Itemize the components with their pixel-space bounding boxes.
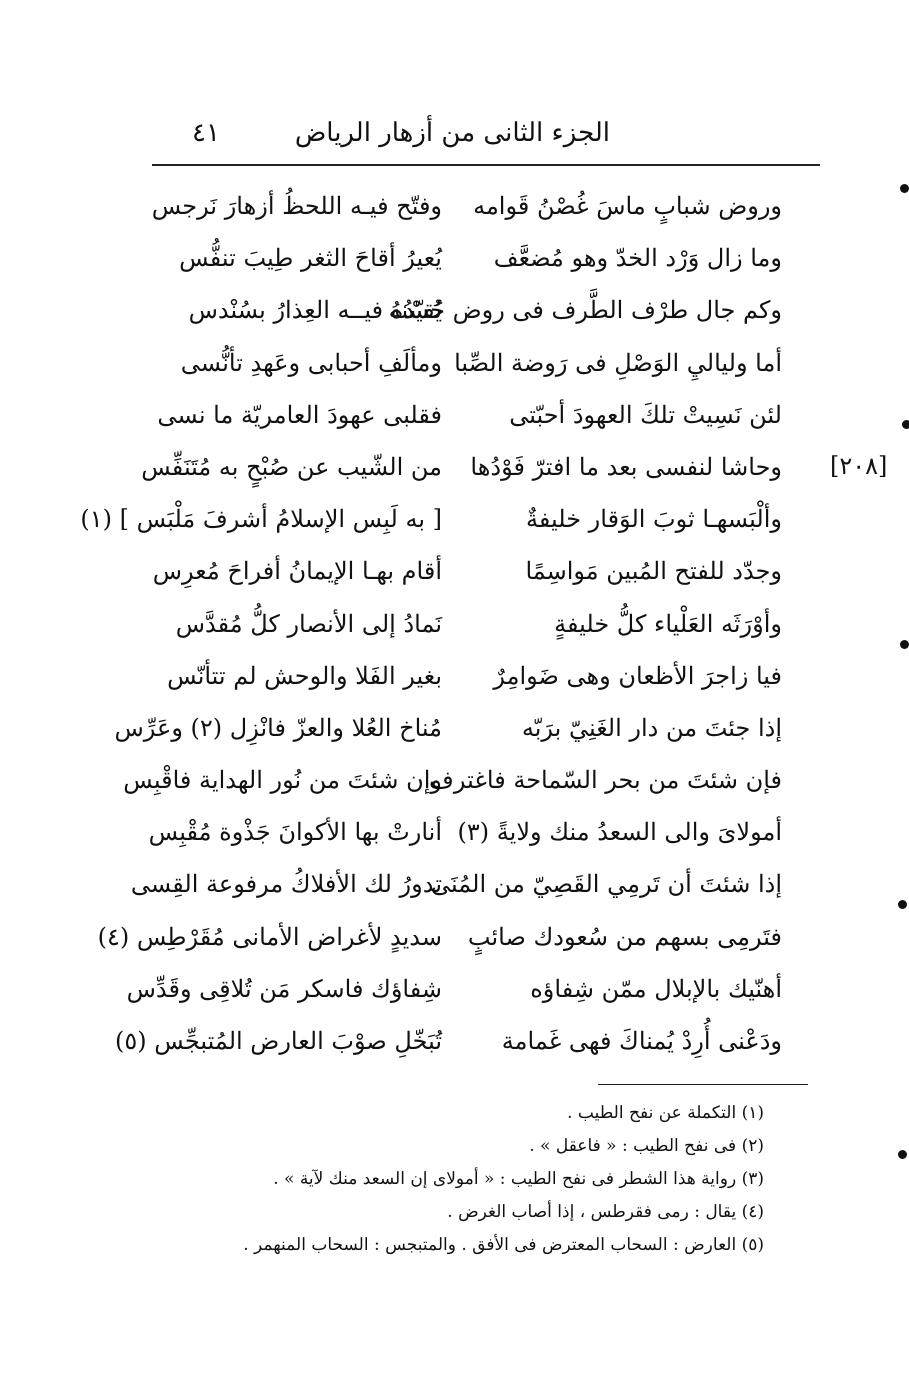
verse-line [150,604,800,656]
verse-first-hemistich: وجدّد للفتح المُبين مَواسِمًا [525,557,782,586]
page-number: ٤١ [192,118,220,148]
verse-line [150,343,800,395]
running-header [152,112,820,166]
verse-first-hemistich: فيا زاجرَ الأظعان وهى ضَوامِرٌ [493,661,782,690]
verse-first-hemistich: ودَعْنى أُرِدْ يُمناكَ فهى غَمامة [501,1027,782,1055]
verse-first-hemistich: إذا شئتَ أن تَرمِي القَصِيّ من المُنَى [431,870,782,899]
verse-second-hemistich: يُعيرُ أقاحَ الثغر طِيبَ تنفُّس [179,244,442,273]
margin-dot [898,900,907,909]
running-title: الجزء الثانى من أزهار الرياض [294,118,610,148]
verse-second-hemistich: [ به لَبِس الإسلامُ أشرفَ مَلْبَس ] (١) [80,505,442,534]
verse-first-hemistich: وأوْرَثَه العَلْياء كلُّ خليفةٍ [554,609,782,638]
verse-line [97,917,800,969]
verse-line [141,447,800,499]
margin-dot [898,1150,907,1159]
verse-first-hemistich: فإن شئتَ من بحر السّماحة فاغترف [429,766,782,795]
verse-second-hemistich: يُقيّدُهُ فيــه العِذارُ بسُنْدس [188,296,442,325]
verse-first-hemistich: أما ولياليِ الوَصْلِ فى رَوضة الصِّبا [454,348,782,377]
verse-second-hemistich: ومألَفِ أحبابى وعَهدِ تأنُّسى [180,348,442,377]
verse-line [123,760,800,812]
footnote-rule [598,1084,808,1085]
verse-second-hemistich: نَمادُ إلى الأنصار كلُّ مُقدَّس [175,609,442,638]
verse-line [126,969,800,1021]
footnote: (٤) يقال : رمى فقرطس ، إذا أصاب الغرض . [447,1202,764,1222]
footnotes [144,1103,764,1268]
footnote: (٥) العارض : السحاب المعترض فى الأفق . والمتبجس : السحاب المنهمر . [243,1235,764,1255]
verse-line [150,238,800,290]
original-page-marker: [٢٠٨] [830,452,888,480]
verse-first-hemistich: أمولاىَ والى السعدُ منك ولايةً (٣) [457,818,782,847]
verse-first-hemistich: وكم جال طرْف الطَّرف فى روض حُسْنه [388,296,782,325]
verse-first-hemistich: وما زال وَرْد الخدّ وهو مُضعَّف [493,244,782,273]
verse-first-hemistich: وحاشا لنفسى بعد ما افترّ فَوْدُها [470,452,782,481]
verse-line [150,395,800,447]
verse-second-hemistich: سديدٍ لأغراض الأمانى مُقَرْطِس (٤) [97,922,442,951]
verse-second-hemistich: أقام بهـا الإيمانُ أفراحَ مُعرِس [152,557,442,586]
verse-line [130,864,800,916]
verse-second-hemistich: تُبَخّلِ صوْبَ العارض المُتبجِّس (٥) [114,1027,442,1055]
verse-line [114,708,800,760]
verse-line [150,551,800,603]
footnote: (١) التكملة عن نفح الطيب . [567,1103,764,1123]
poem-body [80,186,800,1073]
footnote: (٣) رواية هذا الشطر فى نفح الطيب : « أمولاى إن السعد منك لآية » . [273,1169,764,1189]
verse-second-hemistich: وإن شئتَ من نُور الهداية فاقْبِس [123,766,442,795]
verse-second-hemistich: شِفاؤك فاسكر مَن تُلاقِى وقَدِّس [126,974,442,1003]
verse-line [150,812,800,864]
verse-line [150,290,800,342]
margin-dot [902,420,909,429]
verse-first-hemistich: أهنّيك بالإبلال ممّن شِفاؤه [530,974,782,1003]
verse-second-hemistich: مُناخ العُلا والعزّ فانْزِل (٢) وعَرِّس [114,713,442,742]
verse-first-hemistich: فتَرمِى بسهم من سُعودك صائبٍ [467,922,782,951]
verse-first-hemistich: وألْبَسهـا ثوبَ الوَقار خليفةٌ [526,505,782,534]
verse-first-hemistich: لئن نَسِيتْ تلكَ العهودَ أحبّتى [509,400,782,429]
verse-first-hemistich: وروض شبابٍ ماسَ غُصْنُ قَوامه [473,192,782,220]
verse-second-hemistich: بغير الفَلا والوحش لم تتأنّس [167,661,442,690]
verse-second-hemistich: من الشّيب عن صُبْحٍ به مُتَنَفِّس [141,452,442,481]
footnote: (٢) فى نفح الطيب : « فاعقل » . [529,1136,764,1156]
verse-second-hemistich: وفتّح فيـه اللحظُ أزهارَ نَرجس [151,192,442,220]
verse-line [80,499,800,551]
verse-second-hemistich: فقلبى عهودَ العامريّة ما نسى [157,400,442,429]
verse-second-hemistich: تدورُ لك الأفلاكُ مرفوعة القِسى [130,870,442,899]
verse-second-hemistich: أنارتْ بها الأكوانَ جَذْوة مُقْبِس [148,818,442,847]
verse-line [150,656,800,708]
margin-dot [900,184,909,193]
verse-first-hemistich: إذا جئتَ من دار الغَنِيّ برَبّه [521,713,782,742]
margin-dot [900,640,909,649]
verse-line [150,186,800,238]
verse-line [114,1021,800,1073]
